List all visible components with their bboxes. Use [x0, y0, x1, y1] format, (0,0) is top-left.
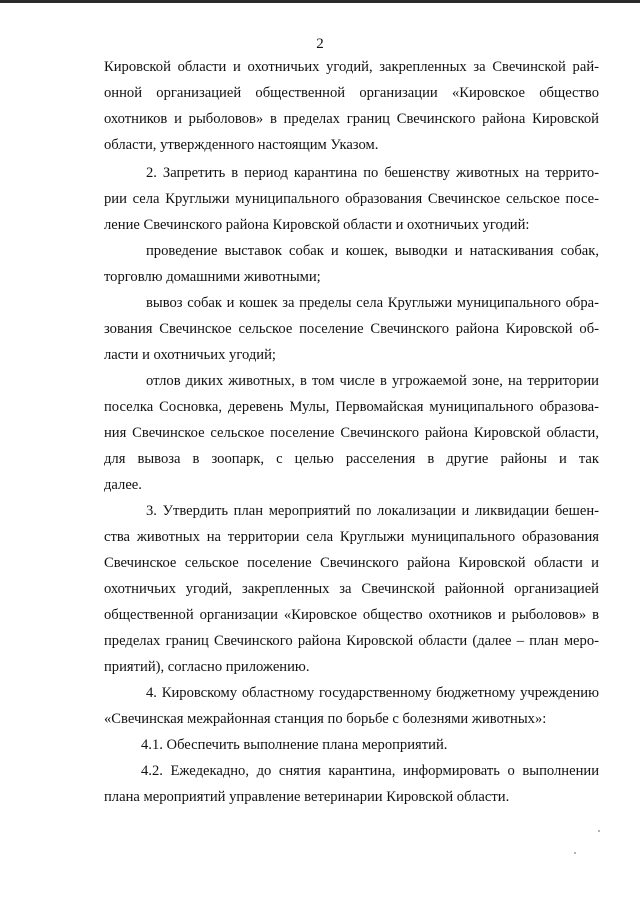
text-line: зования Свечинское сельское поселение Свечинского района Кировской об-: [104, 321, 599, 337]
text-line: для вывоза в зоопарк, с целью расселения в другие районы и так: [104, 451, 599, 467]
paragraph-3-start: 3. Утвердить план мероприятий по локализации и ликвидации бешен-: [146, 503, 599, 519]
text-line: ния Свечинское сельское поселение Свечинского района Кировской области,: [104, 425, 599, 441]
text-line: онной организацией общественной организации «Кировское общество: [104, 85, 599, 101]
list-item-export: вывоз собак и кошек за пределы села Круглыжи муниципального обра-: [146, 295, 599, 311]
text-line: ласти и охотничьих угодий;: [104, 347, 276, 363]
text-line: ление Свечинского района Кировской области и охотничьих угодий:: [104, 217, 530, 233]
paragraph-2-start: 2. Запретить в период карантина по бешенству животных на террито-: [146, 165, 599, 181]
text-line: приятий), согласно приложению.: [104, 659, 310, 675]
subitem-4-1: 4.1. Обеспечить выполнение плана мероприятий.: [141, 737, 448, 753]
text-line: торговлю домашними животными;: [104, 269, 321, 285]
text-line: области, утвержденного настоящим Указом.: [104, 137, 379, 153]
text-line: охотников и рыболовов» в пределах границ Свечинского района Кировской: [104, 111, 599, 127]
scan-speck: [574, 852, 576, 854]
list-item-exhibitions: проведение выставок собак и кошек, выводки и натаскивания собак,: [146, 243, 599, 259]
text-line: Кировской области и охотничьих угодий, закрепленных за Свечинской рай-: [104, 59, 599, 75]
page-number: 2: [316, 36, 324, 52]
scan-speck: [598, 830, 600, 832]
list-item-capture: отлов диких животных, в том числе в угрожаемой зоне, на территории: [146, 373, 599, 389]
text-line: поселка Сосновка, деревень Мулы, Первомайская муниципального образова-: [104, 399, 599, 415]
subitem-4-2: 4.2. Ежедекадно, до снятия карантина, информировать о выполнении: [141, 763, 599, 779]
paragraph-4-start: 4. Кировскому областному государственному бюджетному учреждению: [146, 685, 599, 701]
text-line: общественной организации «Кировское общество охотников и рыболовов» в: [104, 607, 599, 623]
text-line: плана мероприятий управление ветеринарии Кировской области.: [104, 789, 510, 805]
text-line: далее.: [104, 477, 142, 493]
text-line: рии села Круглыжи муниципального образования Свечинское сельское посе-: [104, 191, 599, 207]
text-line: «Свечинская межрайонная станция по борьбе с болезнями животных»:: [104, 711, 547, 727]
text-line: охотничьих угодий, закрепленных за Свечинской районной организацией: [104, 581, 599, 597]
top-border-line: [0, 0, 640, 3]
text-line: пределах границ Свечинского района Кировской области (далее – план меро-: [104, 633, 599, 649]
text-line: Свечинское сельское поселение Свечинского района Кировской области и: [104, 555, 599, 571]
text-line: ства животных на территории села Круглыжи муниципального образования: [104, 529, 599, 545]
